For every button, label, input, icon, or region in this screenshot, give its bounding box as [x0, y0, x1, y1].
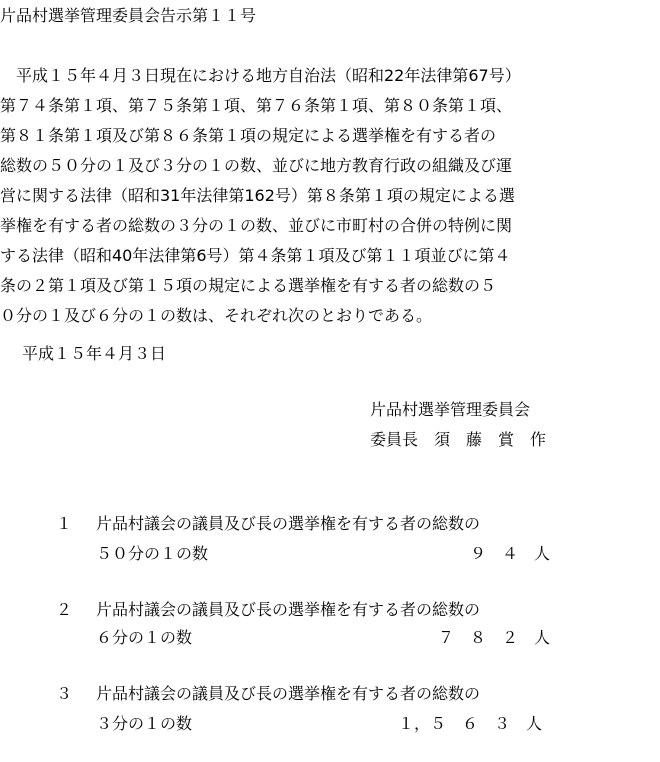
- item-amount: ９ ４ 人: [470, 544, 551, 563]
- item-number: ２: [56, 600, 73, 619]
- body-line: 第７４条第１項、第７５条第１項、第７６条第１項、第８０条第１項、: [0, 96, 513, 115]
- item-description: 片品村議会の議員及び長の選挙権を有する者の総数の: [96, 684, 481, 703]
- body-line: 第８１条第１項及び第８６条第１項の規定による選挙権を有する者の: [0, 126, 497, 145]
- item-description: 片品村議会の議員及び長の選挙権を有する者の総数の: [96, 600, 481, 619]
- document-title: 片品村選挙管理委員会告示第１１号: [0, 6, 257, 25]
- body-line: ０分の１及び６分の１の数は、それぞれ次のとおりである。: [0, 306, 433, 325]
- body-line: 平成１５年４月３日現在における地方自治法（昭和22年法律第67号）: [0, 66, 521, 85]
- item-fraction: ５０分の１の数: [96, 544, 209, 563]
- body-line: 営に関する法律（昭和31年法律第162号）第８条第１項の規定による選: [0, 186, 515, 205]
- notice-date: 平成１５年４月３日: [22, 344, 167, 363]
- item-number: ３: [56, 684, 73, 703]
- item-amount: １，５ ６ ３ 人: [398, 714, 543, 733]
- signature-organization: 片品村選挙管理委員会: [370, 400, 531, 419]
- signature-person: 委員長 須 藤 賞 作: [370, 430, 547, 449]
- body-line: 挙権を有する者の総数の３分の１の数、並びに市町村の合併の特例に関: [0, 216, 513, 235]
- body-line: する法律（昭和40年法律第6号）第４条第１項及び第１１項並びに第４: [0, 246, 511, 265]
- body-line: 条の２第１項及び第１５項の規定による選挙権を有する者の総数の５: [0, 276, 497, 295]
- body-line: 総数の５０分の１及び３分の１の数、並びに地方教育行政の組織及び運: [0, 156, 513, 175]
- item-fraction: ６分の１の数: [96, 628, 193, 647]
- item-fraction: ３分の１の数: [96, 714, 193, 733]
- item-description: 片品村議会の議員及び長の選挙権を有する者の総数の: [96, 514, 481, 533]
- item-amount: ７ ８ ２ 人: [438, 628, 551, 647]
- item-number: １: [56, 514, 73, 533]
